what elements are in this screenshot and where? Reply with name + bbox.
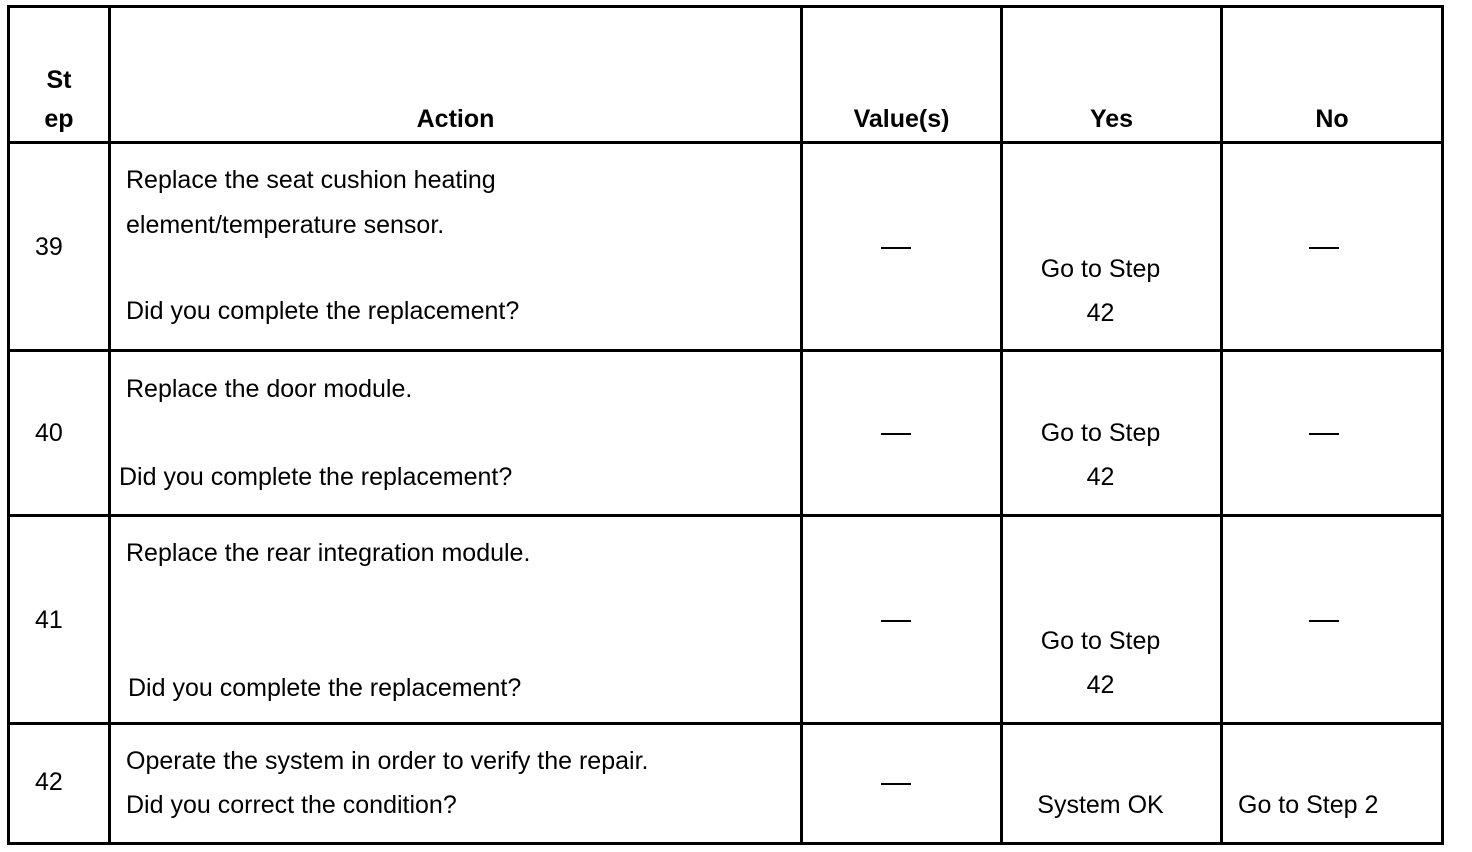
no-dash-41 (1309, 620, 1339, 622)
yes-goto-41-line1: Go to Step (1040, 627, 1161, 655)
header-action: Action (416, 105, 495, 133)
step-number-40: 40 (35, 419, 63, 447)
header-step-line2: ep (44, 105, 74, 133)
yes-goto-41-line2: 42 (1086, 671, 1115, 699)
diagnostic-table (7, 5, 1444, 845)
action-text-41-line1: Replace the rear integration module. (126, 539, 531, 567)
value-dash-40 (881, 433, 911, 435)
header-divider (7, 141, 1444, 144)
action-text-39-line2: element/temperature sensor. (126, 211, 445, 239)
row-divider-41 (7, 722, 1444, 725)
yes-goto-39-line2: 42 (1086, 299, 1115, 327)
yes-goto-40-line1: Go to Step (1040, 419, 1161, 447)
row-divider-39 (7, 349, 1444, 352)
no-dash-40 (1309, 433, 1339, 435)
header-no: No (1315, 105, 1349, 133)
value-dash-39 (881, 247, 911, 249)
yes-goto-39-line1: Go to Step (1040, 255, 1161, 283)
value-dash-41 (881, 620, 911, 622)
action-question-39: Did you complete the replacement? (126, 297, 520, 325)
action-text-42-line1: Operate the system in order to verify the repair. (126, 747, 649, 775)
action-text-40-line1: Replace the door module. (126, 375, 413, 403)
header-yes: Yes (1089, 105, 1134, 133)
action-question-41: Did you complete the replacement? (128, 674, 522, 702)
no-dash-39 (1309, 247, 1339, 249)
step-number-42: 42 (35, 768, 63, 796)
action-question-40: Did you complete the replacement? (119, 463, 513, 491)
header-values: Value(s) (853, 105, 950, 133)
yes-goto-40-line2: 42 (1086, 463, 1115, 491)
row-divider-40 (7, 514, 1444, 517)
table-border-top (7, 5, 1444, 8)
yes-system-ok-42: System OK (1037, 791, 1164, 819)
step-number-39: 39 (35, 233, 63, 261)
header-step-line1: St (46, 66, 72, 94)
table-border-right (1441, 5, 1444, 845)
table-border-bottom (7, 842, 1444, 845)
action-text-39-line1: Replace the seat cushion heating (126, 166, 496, 194)
step-number-41: 41 (35, 606, 63, 634)
value-dash-42 (881, 783, 911, 785)
action-question-42: Did you correct the condition? (126, 791, 457, 819)
no-goto-42: Go to Step 2 (1238, 791, 1379, 819)
